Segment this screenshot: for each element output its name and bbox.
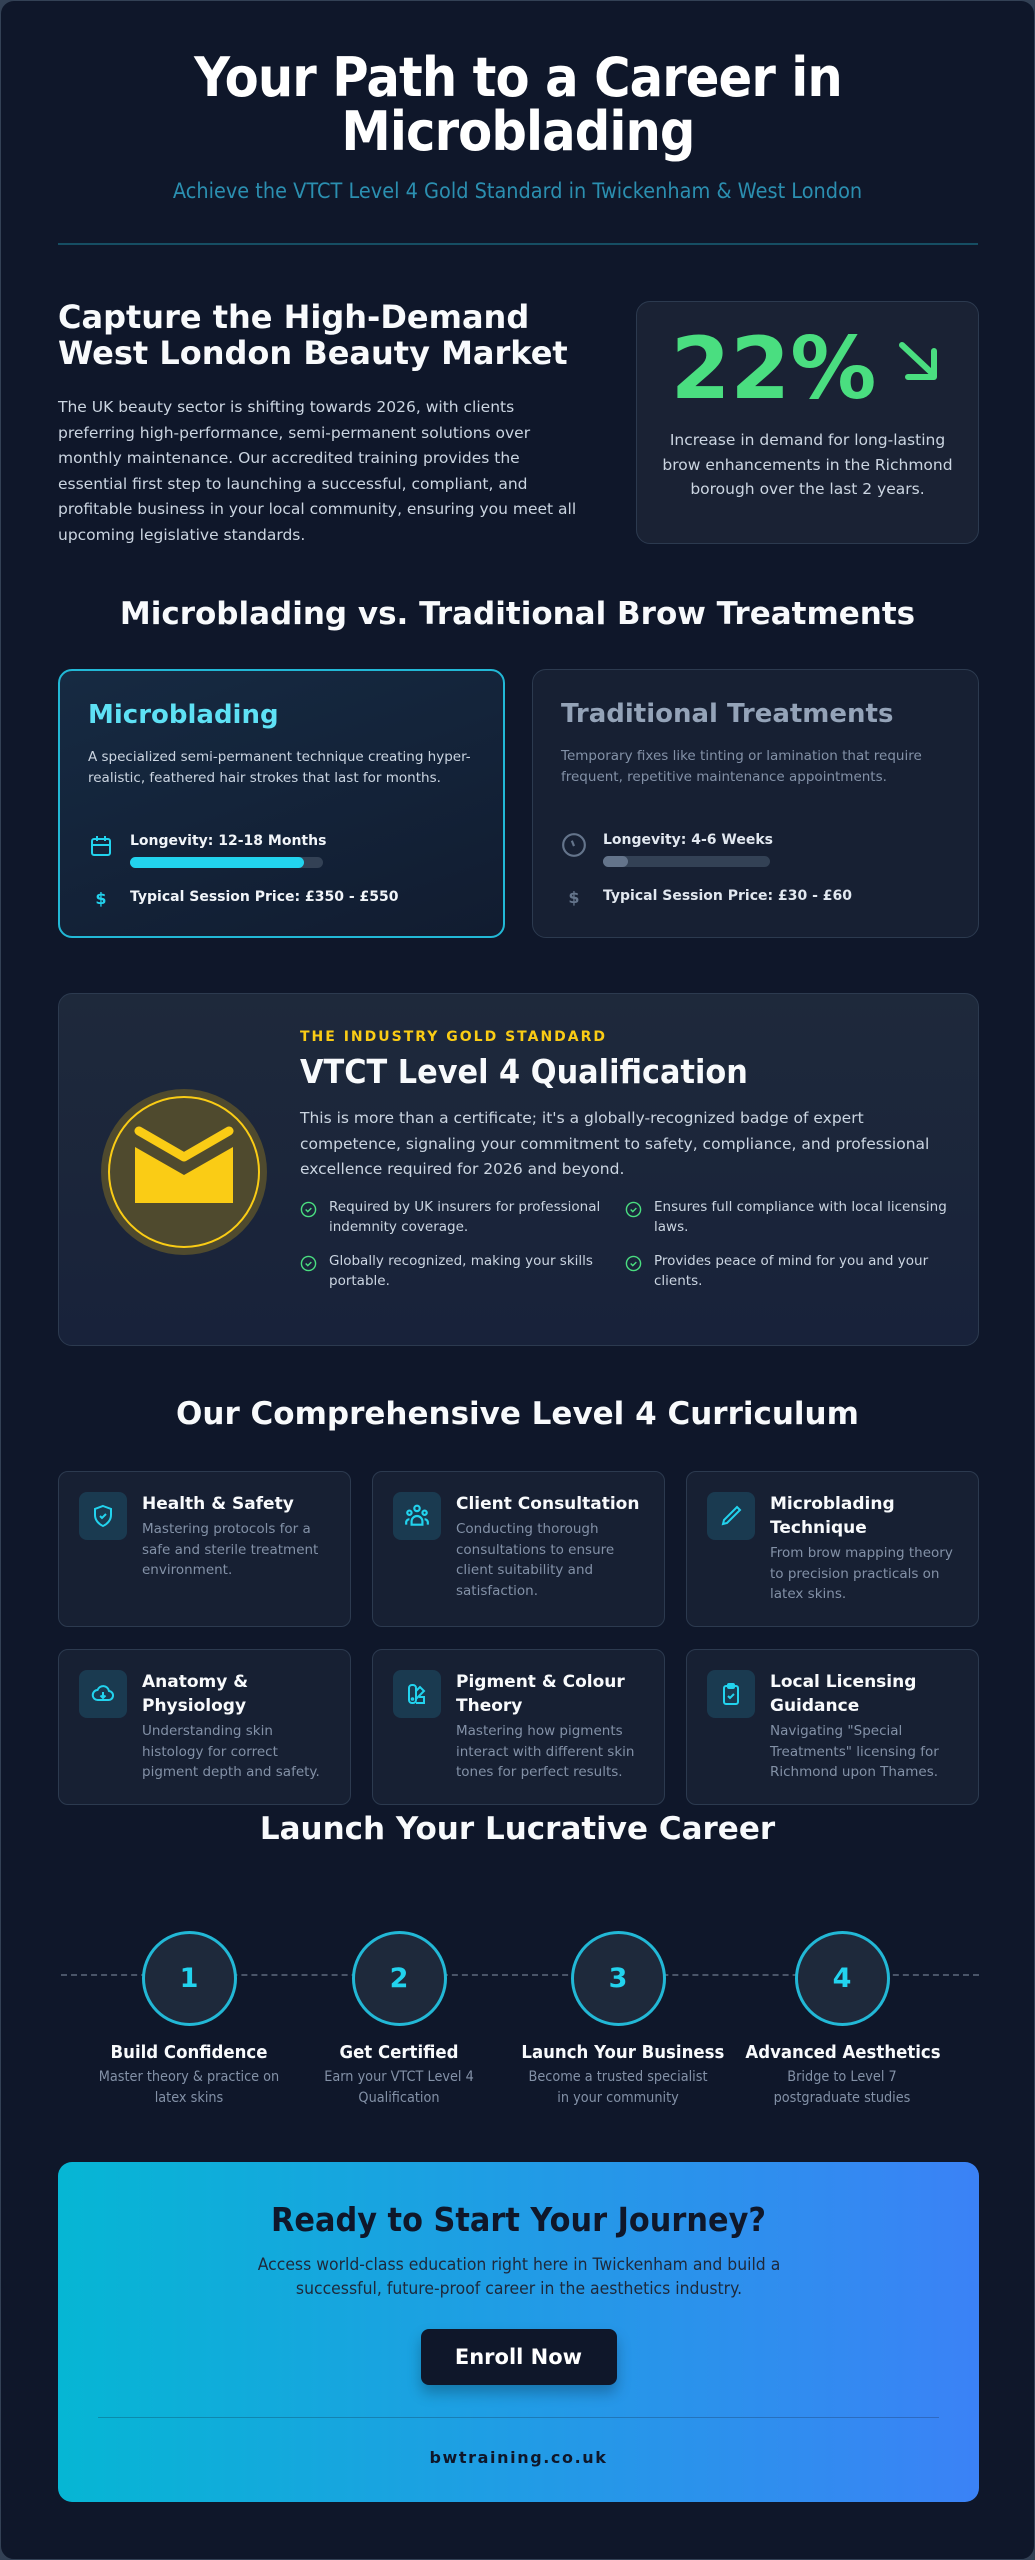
step-number: 3: [571, 1931, 666, 2026]
header-divider: [58, 243, 978, 245]
traditional-title: Traditional Treatments: [561, 699, 894, 729]
curriculum-item-title: Health & Safety: [142, 1494, 294, 1514]
gold-badge: [101, 1089, 267, 1255]
microblading-longevity-label: Longevity: 12-18 Months: [130, 833, 327, 849]
curriculum-item-pigment: [372, 1649, 665, 1805]
users-icon: [393, 1492, 441, 1540]
traditional-longevity: [561, 832, 773, 867]
calendar-icon: [88, 833, 114, 859]
curriculum-item-licensing: [686, 1649, 979, 1805]
traditional-description: Temporary fixes like tinting or lamination that require frequent, repetitive maintenance appointments.: [561, 748, 922, 785]
check-circle-icon: [300, 1201, 317, 1218]
enroll-now-button[interactable]: Enroll Now: [421, 2329, 617, 2385]
curriculum-item-health-safety: [58, 1471, 351, 1627]
curriculum-item-description: Understanding skin histology for correct pigment depth and safety.: [142, 1723, 320, 1780]
curriculum-item-title: Client Consultation: [456, 1494, 640, 1514]
curriculum-item-title: Anatomy & Physiology: [142, 1672, 249, 1716]
microblading-price-label: Typical Session Price: £350 - £550: [130, 889, 399, 905]
traditional-longevity-label: Longevity: 4-6 Weeks: [603, 832, 773, 848]
envelope-badge-icon: [131, 1113, 237, 1219]
traditional-price: [561, 884, 852, 910]
curriculum-item-description: Conducting thorough consultations to ensure client suitability and satisfaction.: [456, 1521, 615, 1599]
qualification-body: This is more than a certificate; it's a globally-recognized badge of expert competence, signaling your commitment to safety, compliance, and professional excellence required for 2026 and beyond.: [300, 1109, 930, 1178]
page-title: Your Path to a Career in Microblading: [193, 46, 842, 163]
curriculum-item-title: Local Licensing Guidance: [770, 1672, 917, 1716]
step-title: Advanced Aesthetics: [745, 2042, 941, 2063]
curriculum-item-description: Mastering how pigments interact with different skin tones for perfect results.: [456, 1723, 635, 1780]
microblading-description: A specialized semi-permanent technique creating hyper-realistic, feathered hair strokes that last for months.: [88, 749, 471, 786]
stat-value: 22%: [670, 319, 877, 419]
career-step-2: [294, 1931, 504, 2109]
traditional-card: [532, 669, 979, 938]
clock-icon: [561, 832, 587, 858]
stat-description: Increase in demand for long-lasting brow enhancements in the Richmond borough over the last 2 years.: [662, 431, 953, 498]
demand-stat-card: [636, 301, 979, 544]
microblading-title: Microblading: [88, 700, 279, 730]
check-item: Provides peace of mind for you and your clients.: [625, 1251, 950, 1291]
step-number: 1: [142, 1931, 237, 2026]
curriculum-item-description: Navigating "Special Treatments" licensing for Richmond upon Thames.: [770, 1723, 939, 1780]
qualification-eyebrow: THE INDUSTRY GOLD STANDARD: [300, 1029, 608, 1045]
qualification-card: [58, 993, 979, 1346]
market-heading: Capture the High-Demand West London Beauty Market: [58, 298, 568, 372]
career-title: Launch Your Lucrative Career: [259, 1811, 776, 1847]
traditional-price-label: Typical Session Price: £30 - £60: [603, 888, 852, 904]
curriculum-item-description: From brow mapping theory to precision practicals on latex skins.: [770, 1545, 953, 1602]
career-step-3: [513, 1931, 723, 2109]
curriculum-item-title: Pigment & Colour Theory: [456, 1672, 625, 1716]
traditional-longevity-fill: [603, 856, 628, 867]
step-title: Get Certified: [339, 2042, 459, 2063]
clipboard-check-icon: [707, 1670, 755, 1718]
check-circle-icon: [625, 1201, 642, 1218]
qualification-checklist: [300, 1197, 950, 1291]
step-number: 4: [795, 1931, 890, 2026]
curriculum-title: Our Comprehensive Level 4 Curriculum: [176, 1396, 859, 1432]
microblading-longevity: [88, 833, 326, 868]
microblading-price: [88, 885, 398, 911]
curriculum-item-microblading-technique: [686, 1471, 979, 1627]
curriculum-item-client-consultation: [372, 1471, 665, 1627]
pencil-icon: [707, 1492, 755, 1540]
career-step-1: [84, 1931, 294, 2109]
microblading-longevity-fill: [130, 857, 304, 868]
page-subtitle: Achieve the VTCT Level 4 Gold Standard in Twickenham & West London: [172, 179, 863, 203]
step-title: Build Confidence: [110, 2042, 268, 2063]
dollar-icon: $: [568, 887, 580, 907]
step-title: Launch Your Business: [521, 2042, 725, 2063]
check-item: Globally recognized, making your skills portable.: [300, 1251, 625, 1291]
step-number: 2: [352, 1931, 447, 2026]
check-item: Required by UK insurers for professional indemnity coverage.: [300, 1197, 625, 1237]
website-link[interactable]: bwtraining.co.uk: [429, 2448, 608, 2467]
cta-title: Ready to Start Your Journey?: [271, 2200, 766, 2239]
dollar-icon: $: [95, 888, 107, 908]
market-body: The UK beauty sector is shifting towards 2026, with clients preferring high-performance, semi-permanent solutions over monthly maintenance. Our accredited training provides the essential first step to launching a successful, compliant, and profitable business in your local community, ensuring you meet all upcoming legislative standards.: [58, 398, 577, 544]
cta-divider: [98, 2417, 939, 2418]
step-description: Earn your VTCT Level 4 Qualification: [324, 2069, 474, 2106]
cloud-download-icon: [79, 1670, 127, 1718]
swatch-icon: [393, 1670, 441, 1718]
market-section: [58, 299, 578, 548]
step-description: Bridge to Level 7 postgraduate studies: [773, 2069, 911, 2106]
check-item: Ensures full compliance with local licensing laws.: [625, 1197, 950, 1237]
curriculum-item-description: Mastering protocols for a safe and sterile treatment environment.: [142, 1521, 319, 1578]
check-circle-icon: [625, 1255, 642, 1272]
cta-section: [58, 2162, 979, 2502]
microblading-longevity-bar: [130, 857, 323, 868]
arrow-down-right-icon: [894, 337, 944, 387]
shield-check-icon: [79, 1492, 127, 1540]
qualification-title: VTCT Level 4 Qualification: [300, 1052, 748, 1091]
career-step-4: [737, 1931, 947, 2109]
curriculum-item-anatomy: [58, 1649, 351, 1805]
step-description: Become a trusted specialist in your community: [528, 2069, 708, 2106]
check-circle-icon: [300, 1255, 317, 1272]
hero-header: [1, 46, 1034, 203]
step-description: Master theory & practice on latex skins: [98, 2069, 280, 2106]
traditional-longevity-bar: [603, 856, 770, 867]
cta-body: Access world-class education right here in Twickenham and build a successful, future-proof career in the aesthetics industry.: [257, 2255, 780, 2299]
comparison-title: Microblading vs. Traditional Brow Treatments: [119, 596, 916, 632]
curriculum-item-title: Microblading Technique: [770, 1494, 895, 1538]
microblading-card: [58, 669, 505, 938]
